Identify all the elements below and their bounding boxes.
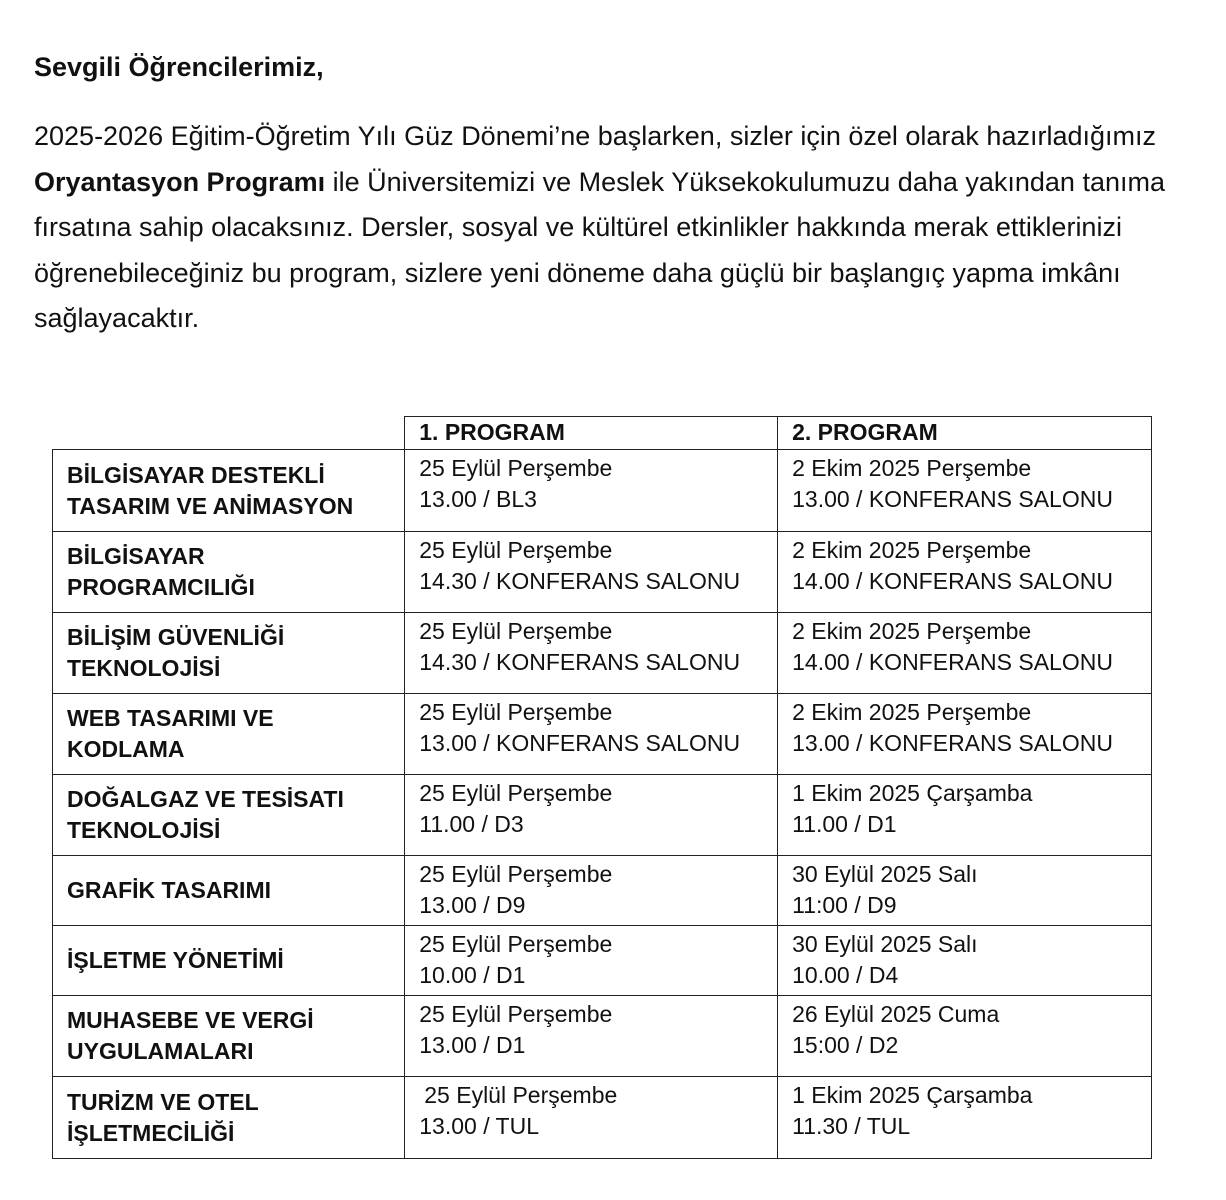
program-2-time: 13.00 / KONFERANS SALONU xyxy=(792,486,1113,512)
program-2-cell xyxy=(778,775,1152,856)
program-2-time: 11.00 / D1 xyxy=(792,811,897,837)
program-2-date: 30 Eylül 2025 Salı xyxy=(792,861,978,887)
program-1-cell xyxy=(405,1077,778,1159)
program-2-date: 2 Ekim 2025 Perşembe xyxy=(792,699,1032,725)
table-row xyxy=(53,856,1152,926)
program-2-time: 14.00 / KONFERANS SALONU xyxy=(792,649,1113,675)
program-2-cell xyxy=(778,613,1152,694)
table-row xyxy=(53,775,1152,856)
program-1-cell xyxy=(405,856,778,926)
program-1-time: 13.00 / D9 xyxy=(419,892,526,918)
table-row xyxy=(53,926,1152,996)
header-program-2: 2. PROGRAM xyxy=(778,417,1152,450)
program-2-date: 30 Eylül 2025 Salı xyxy=(792,931,978,957)
program-2-time: 15:00 / D2 xyxy=(792,1032,899,1058)
program-1-cell xyxy=(405,613,778,694)
program-1-time: 11.00 / D3 xyxy=(419,811,524,837)
program-1-date: 25 Eylül Perşembe xyxy=(419,699,613,725)
program-1-cell xyxy=(405,694,778,775)
department-cell: TURİZM VE OTEL İŞLETMECİLİĞİ xyxy=(53,1077,405,1159)
table-row xyxy=(53,450,1152,532)
department-cell: DOĞALGAZ VE TESİSATI TEKNOLOJİSİ xyxy=(53,775,405,856)
program-1-time: 14.30 / KONFERANS SALONU xyxy=(419,649,741,675)
program-1-date: 25 Eylül Perşembe xyxy=(419,780,613,806)
header-empty-cell xyxy=(53,417,405,450)
department-cell: BİLGİSAYAR PROGRAMCILIĞI xyxy=(53,532,405,613)
header-program-1: 1. PROGRAM xyxy=(405,417,778,450)
program-1-date: 25 Eylül Perşembe xyxy=(419,931,613,957)
program-2-date: 1 Ekim 2025 Çarşamba xyxy=(792,1082,1033,1108)
department-cell: İŞLETME YÖNETİMİ xyxy=(53,926,405,996)
program-1-date: 25 Eylül Perşembe xyxy=(419,537,613,563)
intro-text-before: 2025-2026 Eğitim-Öğretim Yılı Güz Dönemi’ne başlarken, sizler için özel olarak hazırladığımız xyxy=(34,121,1156,151)
program-2-cell xyxy=(778,1077,1152,1159)
program-2-time: 13.00 / KONFERANS SALONU xyxy=(792,730,1113,756)
department-cell: BİLİŞİM GÜVENLİĞİ TEKNOLOJİSİ xyxy=(53,613,405,694)
program-2-date: 26 Eylül 2025 Cuma xyxy=(792,1001,1000,1027)
table-row xyxy=(53,694,1152,775)
program-1-cell xyxy=(405,775,778,856)
program-1-time: 13.00 / D1 xyxy=(419,1032,526,1058)
department-cell: BİLGİSAYAR DESTEKLİ TASARIM VE ANİMASYON xyxy=(53,450,405,532)
table-row xyxy=(53,613,1152,694)
program-2-time: 10.00 / D4 xyxy=(792,962,899,988)
department-cell: GRAFİK TASARIMI xyxy=(53,856,405,926)
program-1-cell xyxy=(405,450,778,532)
program-2-cell xyxy=(778,926,1152,996)
program-2-cell xyxy=(778,450,1152,532)
table-row xyxy=(53,1077,1152,1159)
program-2-time: 11:00 / D9 xyxy=(792,892,897,918)
program-2-date: 2 Ekim 2025 Perşembe xyxy=(792,537,1032,563)
program-1-cell xyxy=(405,996,778,1077)
program-1-time: 13.00 / KONFERANS SALONU xyxy=(419,730,741,756)
table-row xyxy=(53,532,1152,613)
program-1-time: 13.00 / BL3 xyxy=(419,486,537,512)
program-2-time: 14.00 / KONFERANS SALONU xyxy=(792,568,1113,594)
program-2-date: 2 Ekim 2025 Perşembe xyxy=(792,455,1032,481)
program-1-cell xyxy=(405,926,778,996)
intro-paragraph xyxy=(34,114,1204,342)
program-2-cell xyxy=(778,856,1152,926)
program-1-time: 13.00 / TUL xyxy=(419,1113,540,1139)
program-2-date: 2 Ekim 2025 Perşembe xyxy=(792,618,1032,644)
program-2-cell xyxy=(778,694,1152,775)
orientation-schedule-table xyxy=(52,416,1152,1159)
program-1-date: 25 Eylül Perşembe xyxy=(419,861,613,887)
program-1-date: 25 Eylül Perşembe xyxy=(419,1001,613,1027)
program-1-date: 25 Eylül Perşembe xyxy=(419,618,613,644)
program-1-cell xyxy=(405,532,778,613)
greeting-heading: Sevgili Öğrencilerimiz, xyxy=(34,52,324,82)
program-2-cell xyxy=(778,532,1152,613)
program-1-date: 25 Eylül Perşembe xyxy=(419,455,613,481)
program-1-time: 10.00 / D1 xyxy=(419,962,526,988)
program-2-date: 1 Ekim 2025 Çarşamba xyxy=(792,780,1033,806)
department-cell: MUHASEBE VE VERGİ UYGULAMALARI xyxy=(53,996,405,1077)
program-1-date: 25 Eylül Perşembe xyxy=(424,1082,618,1108)
intro-text-after: ile Üniversitemizi ve Meslek Yüksekokulumuzu daha yakından tanıma fırsatına sahip olacaksınız. Dersler, sosyal ve kültürel etkinlikler hakkında merak ettiklerinizi öğrenebileceğiniz bu program, sizlere yeni döneme daha güçlü bir başlangıç yapma imkânı sağlayacaktır. xyxy=(34,166,1165,333)
table-row xyxy=(53,996,1152,1077)
intro-text-bold: Oryantasyon Programı xyxy=(34,166,326,197)
program-2-time: 11.30 / TUL xyxy=(792,1113,911,1139)
program-1-time: 14.30 / KONFERANS SALONU xyxy=(419,568,741,594)
program-2-cell xyxy=(778,996,1152,1077)
table-header-row xyxy=(53,417,1152,450)
department-cell: WEB TASARIMI VE KODLAMA xyxy=(53,694,405,775)
